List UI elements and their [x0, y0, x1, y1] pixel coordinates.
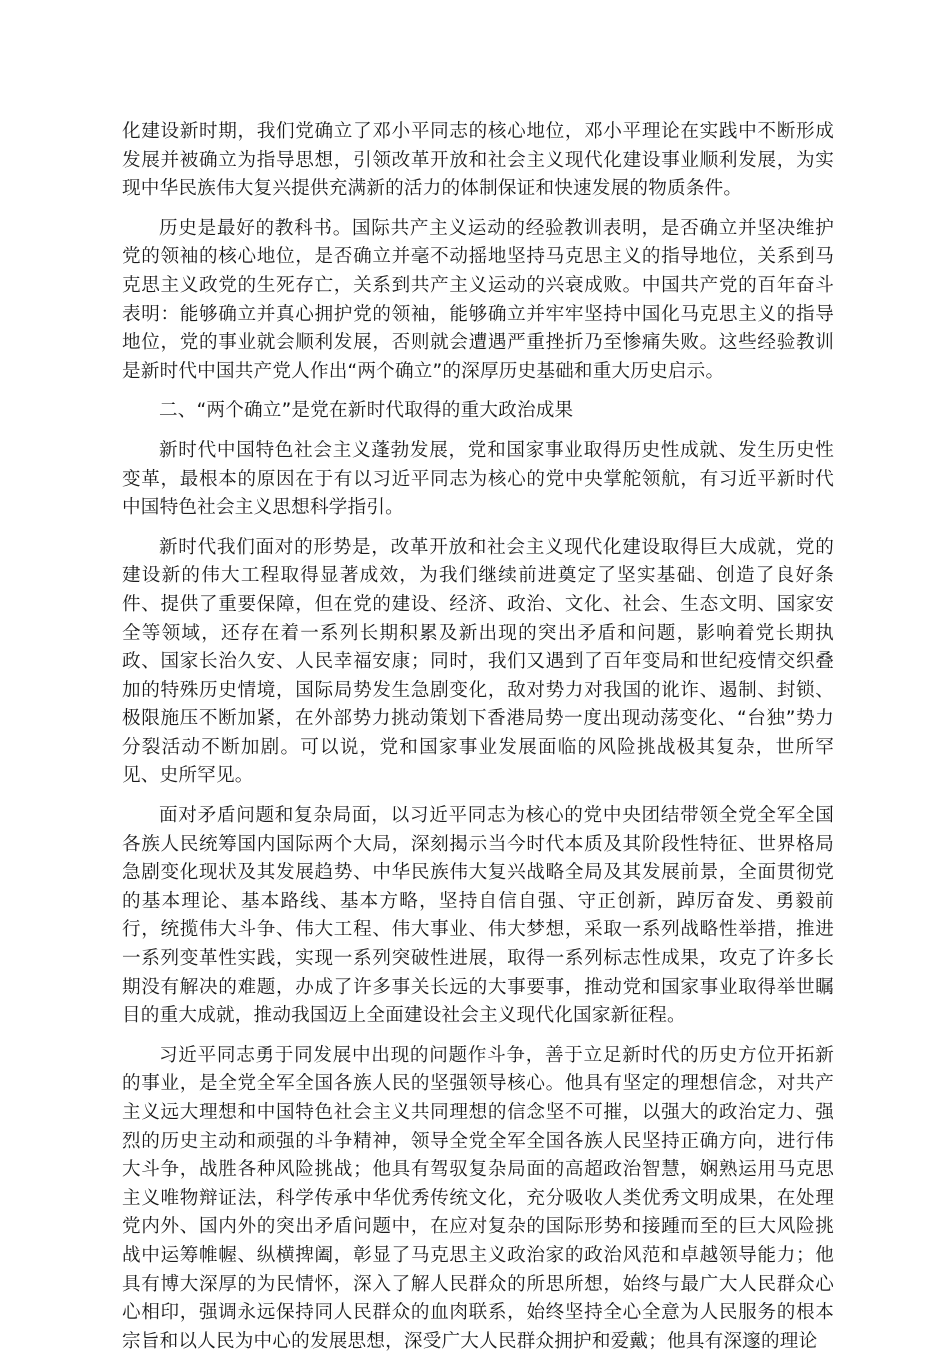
document-page — [122, 118, 834, 1367]
paragraph: 新时代中国特色社会主义蓬勃发展，党和国家事业取得历史性成就、发生历史性变革，最根本的原因在于有以习近平同志为核心的党中央掌舵领航，有习近平新时代中国特色社会主义思想科学指引。 — [122, 439, 834, 519]
paragraph: 化建设新时期，我们党确立了邓小平同志的核心地位，邓小平理论在实践中不断形成发展并被确立为指导思想，引领改革开放和社会主义现代化建设事业顺利发展，为实现中华民族伟大复兴提供充满新的活力的体制保证和快速发展的物质条件。 — [122, 121, 834, 200]
section-heading: 二、“两个确立”是党在新时代取得的重大政治成果 — [159, 400, 574, 422]
paragraph: 历史是最好的教科书。国际共产主义运动的经验教训表明，是否确立并坚决维护党的领袖的核心地位，是否确立并毫不动摇地坚持马克思主义的指导地位，关系到马克思主义政党的生死存亡，关系到共产主义运动的兴衰成败。中国共产党的百年奋斗表明：能够确立并真心拥护党的领袖，能够确立并牢牢坚持中国化马克思主义的指导地位，党的事业就会顺利发展，否则就会遭遇严重挫折乃至惨痛失败。这些经验教训是新时代中国共产党人作出“两个确立”的深厚历史基础和重大历史启示。 — [122, 217, 834, 382]
paragraph: 习近平同志勇于同发展中出现的问题作斗争，善于立足新时代的历史方位开拓新的事业，是全党全军全国各族人民的坚强领导核心。他具有坚定的理想信念，对共产主义远大理想和中国特色社会主义共同理想的信念坚不可摧，以强大的政治定力、强烈的历史主动和顽强的斗争精神，领导全党全军全国各族人民坚持正确方向，进行伟大斗争，战胜各种风险挑战；他具有驾驭复杂局面的高超政治智慧，娴熟运用马克思主义唯物辩证法，科学传承中华优秀传统文化，充分吸收人类优秀文明成果，在处理党内外、国内外的突出矛盾问题中，在应对复杂的国际形势和接踵而至的巨大风险挑战中运筹帷幄、纵横捭阖，彰显了马克思主义政治家的政治风范和卓越领导能力；他具有博大深厚的为民情怀，深入了解人民群众的所思所想，始终与最广大人民群众心心相印，强调永远保持同人民群众的血肉联系，始终坚持全心全意为人民服务的根本宗旨和以人民为中心的发展思想，深受广大人民群众拥护和爱戴；他具有深邃的理论 — [122, 1044, 834, 1352]
paragraph: 面对矛盾问题和复杂局面，以习近平同志为核心的党中央团结带领全党全军全国各族人民统筹国内国际两个大局，深刻揭示当今时代本质及其阶段性特征、世界格局急剧变化现状及其发展趋势、中华民族伟大复兴战略全局及其发展前景，全面贯彻党的基本理论、基本路线、基本方略，坚持自信自强、守正创新，踔厉奋发、勇毅前行，统揽伟大斗争、伟大工程、伟大事业、伟大梦想，采取一系列战略性举措，推进一系列变革性实践，实现一系列突破性进展，取得一系列标志性成果，攻克了许多长期没有解决的难题，办成了许多事关长远的大事要事，推动党和国家事业取得举世瞩目的重大成就，推动我国迈上全面建设社会主义现代化国家新征程。 — [122, 805, 834, 1027]
paragraph: 新时代我们面对的形势是，改革开放和社会主义现代化建设取得巨大成就，党的建设新的伟大工程取得显著成效，为我们继续前进奠定了坚实基础、创造了良好条件、提供了重要保障，但在党的建设、经济、政治、文化、社会、生态文明、国家安全等领域，还存在着一系列长期积累及新出现的突出矛盾和问题，影响着党长期执政、国家长治久安、人民幸福安康；同时，我们又遇到了百年变局和世纪疫情交织叠加的特殊历史情境，国际局势发生急剧变化，敌对势力对我国的讹诈、遏制、封锁、极限施压不断加紧，在外部势力挑动策划下香港局势一度出现动荡变化、“台独”势力分裂活动不断加剧。可以说，党和国家事业发展面临的风险挑战极其复杂，世所罕见、史所罕见。 — [122, 536, 834, 787]
